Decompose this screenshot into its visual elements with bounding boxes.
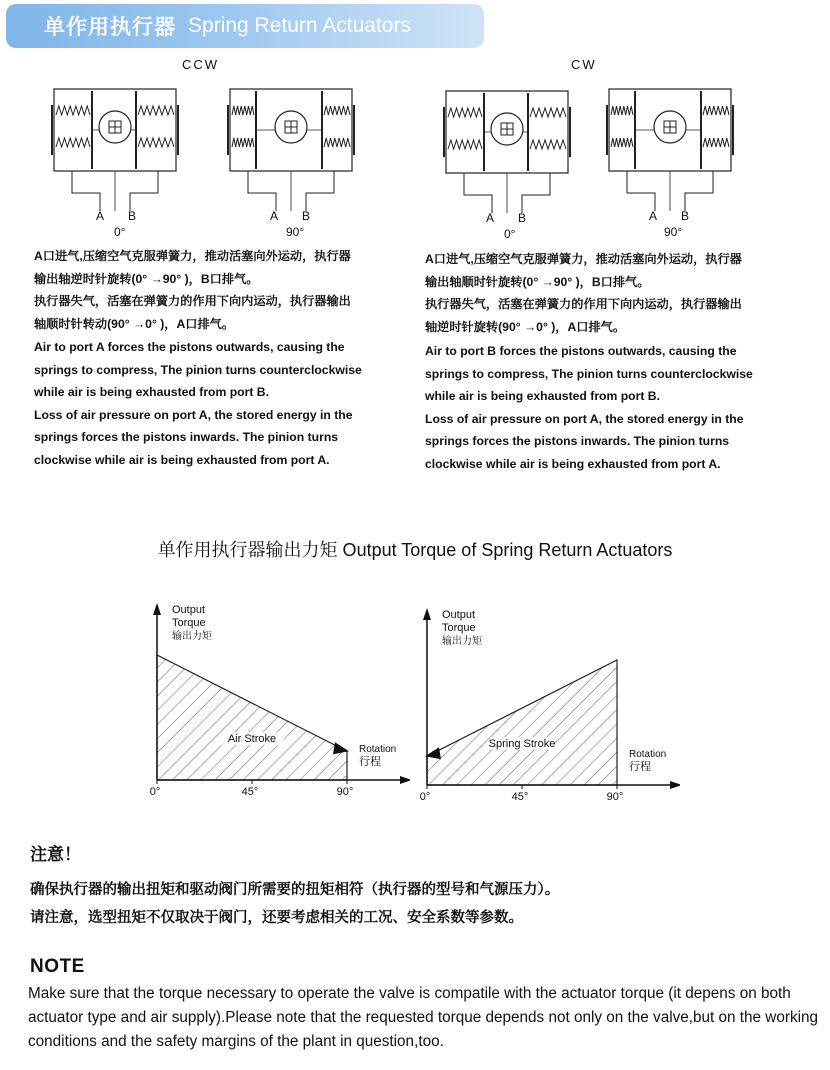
air-line-a [464, 173, 492, 213]
torque-section-title: 单作用执行器输出力矩 Output Torque of Spring Return Actuators [157, 540, 673, 560]
note-text-en: Make sure that the torque necessary to operate the valve is compatile with the actuator torque (it depens on both actuator type and air supply).Please note that the requested torque depends not only on the valve,but on the working conditions and the safety margins of the plant in question,too. [28, 985, 819, 1050]
area-label: Spring Stroke [488, 738, 556, 750]
port-b-label: B [302, 209, 311, 223]
x-axis-arrow [670, 781, 680, 789]
x-tick-label: 0° [419, 791, 431, 800]
y-axis-label: Torque [172, 617, 206, 629]
air-line-a [627, 171, 655, 211]
y-axis-label-cn: 输出力矩 [172, 631, 212, 642]
port-b-label: B [128, 209, 137, 223]
spring [530, 140, 566, 149]
spring [324, 138, 350, 147]
port-b-label: B [518, 211, 527, 225]
spring [138, 138, 174, 147]
torque-chart-air-stroke [145, 595, 410, 800]
actuator-diagram-ccw-90 [226, 85, 356, 225]
y-axis-label: Output [172, 604, 206, 616]
spring [56, 106, 90, 115]
description-en-cw: Air to port B forces the pistons outwards, causing the springs to compress, The pinion turns counterclockwise while air is being exhausted from port B. Loss of air pressure on port A, the stored energy in the springs forces the pistons inwards. The pinion turns clockwise while air is being exhausted from port A. [425, 344, 753, 471]
description-en-ccw: Air to port A forces the pistons outwards, causing the springs to compress, The pinion turns counterclockwise while air is being exhausted from port B. Loss of air pressure on port A, the stored energy in the springs forces the pistons inwards. The pinion turns clockwise while air is being exhausted from port A. [34, 340, 362, 467]
direction-label-cw: CW [571, 57, 597, 72]
actuator-diagram-ccw-0 [50, 85, 180, 225]
spring [448, 108, 482, 117]
angle-label-0: 0° [114, 225, 126, 239]
direction-label-ccw: CCW [182, 57, 220, 72]
spring [448, 140, 482, 149]
air-line-b [685, 171, 713, 211]
angle-label-90: 90° [664, 225, 683, 239]
section-header [6, 4, 484, 48]
x-tick-label: 90° [606, 791, 624, 800]
description-cn-ccw: A口进气,压缩空气克服弹簧力，推动活塞向外运动，执行器 输出轴逆时针旋转(0° →90° )，B口排气。 执行器失气，活塞在弹簧力的作用下向内运动，执行器输出 轴顺时针转动(90° →0° )，A口排气。 [34, 249, 351, 331]
torque-chart-spring-stroke [415, 600, 680, 800]
angle-label-90: 90° [286, 225, 305, 239]
spring [703, 106, 729, 115]
angle-label-0: 0° [504, 227, 516, 241]
x-axis-arrow [400, 776, 410, 784]
port-a-label: A [96, 209, 105, 223]
spring [530, 108, 566, 117]
y-axis-label: Output [442, 609, 476, 621]
torque-area [427, 660, 617, 785]
x-tick-label: 0° [149, 786, 161, 798]
spring [138, 106, 174, 115]
y-axis-arrow [423, 608, 431, 620]
x-tick-label: 90° [336, 786, 354, 798]
x-tick-label: 45° [241, 786, 259, 798]
port-b-label: B [681, 209, 690, 223]
torque-area [157, 655, 347, 780]
area-label: Air Stroke [227, 733, 277, 745]
x-axis-label: Rotation [359, 744, 397, 755]
port-a-label: A [270, 209, 279, 223]
note-line-cn-1: 确保执行器的输出扭矩和驱动阀门所需要的扭矩相符（执行器的型号和气源压力）。 [30, 882, 560, 898]
note-title-cn: 注意！ [30, 845, 81, 864]
air-line-a [72, 171, 100, 211]
port-a-label: A [649, 209, 658, 223]
y-axis-label-cn: 输出力矩 [442, 636, 482, 647]
actuator-diagram-cw-0 [442, 87, 572, 227]
spring [703, 138, 729, 147]
port-a-label: A [486, 211, 495, 225]
spring [232, 138, 254, 147]
y-axis-label: Torque [442, 622, 476, 634]
x-axis-label-cn: 行程 [629, 761, 651, 773]
y-axis-arrow [153, 603, 161, 615]
x-axis-label-cn: 行程 [359, 756, 381, 768]
spring [611, 138, 633, 147]
x-axis-label: Rotation [629, 749, 667, 760]
header-title-cn: 单作用执行器 [44, 16, 176, 39]
spring [56, 138, 90, 147]
x-tick-label: 45° [511, 791, 529, 800]
air-line-b [522, 173, 550, 213]
description-cn-cw: A口进气,压缩空气克服弹簧力，推动活塞向外运动，执行器 输出轴顺时针旋转(0° →90° )，B口排气。 执行器失气，活塞在弹簧力的作用下向内运动，执行器输出 轴逆时针旋转(90° →0° )，A口排气。 [425, 252, 742, 334]
note-title-en: NOTE [30, 956, 85, 977]
spring [324, 106, 350, 115]
spring [232, 106, 254, 115]
spring [611, 106, 633, 115]
air-line-a [248, 171, 276, 211]
air-line-b [306, 171, 334, 211]
actuator-diagram-cw-90 [605, 85, 735, 225]
note-line-cn-2: 请注意，选型扭矩不仅取决于阀门，还要考虑相关的工况、安全系数等参数。 [30, 910, 523, 926]
header-title-en: Spring Return Actuators [188, 14, 411, 37]
air-line-b [130, 171, 158, 211]
